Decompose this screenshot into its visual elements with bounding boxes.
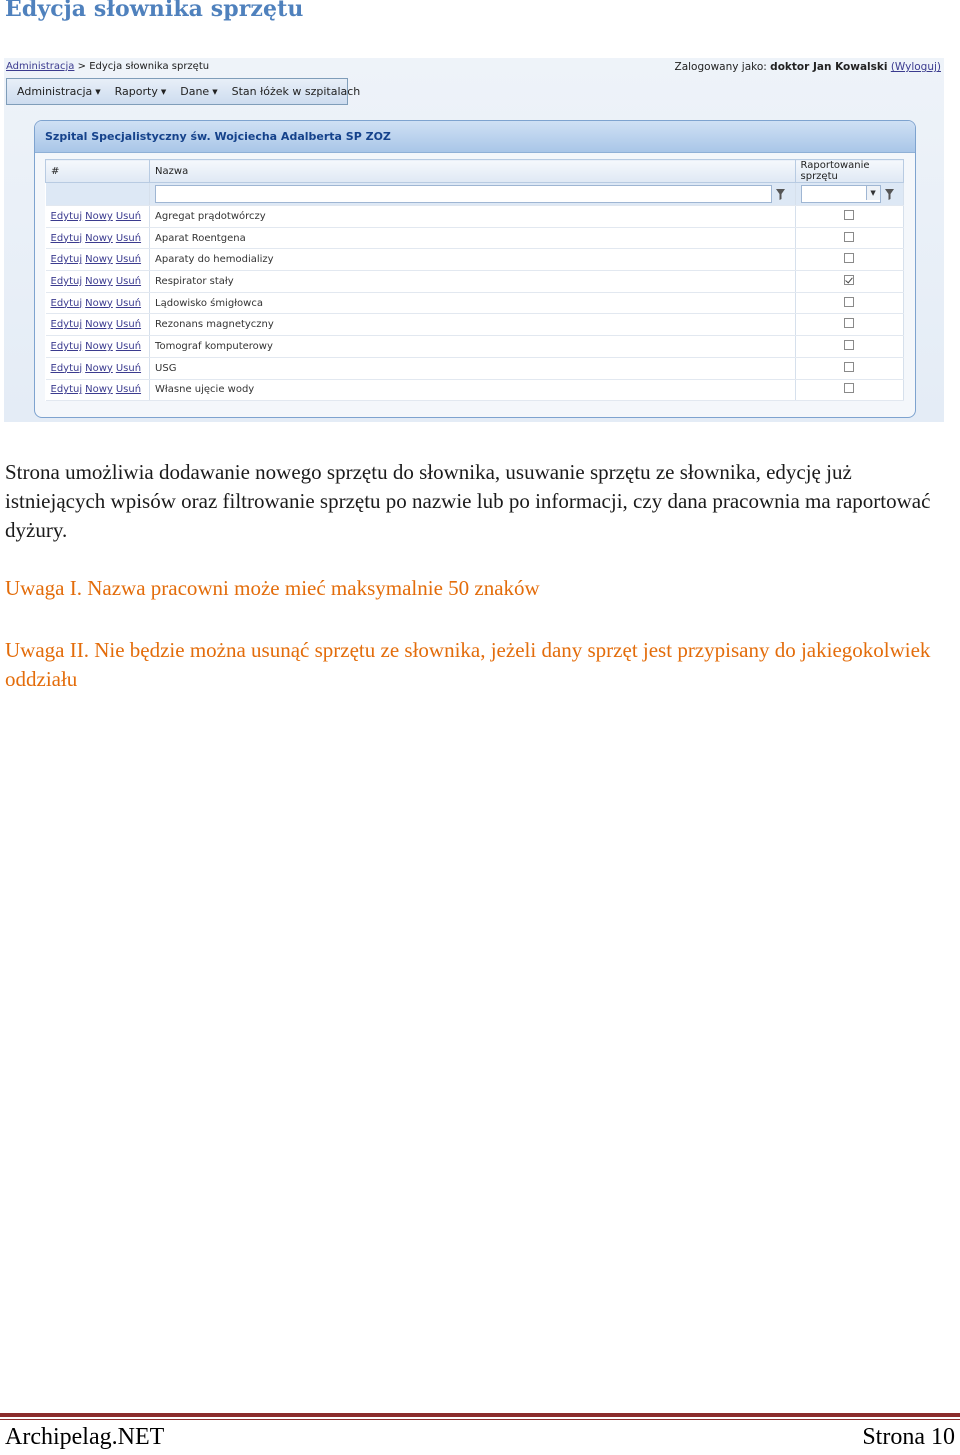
reporting-cell <box>795 314 903 336</box>
row-actions-cell <box>46 271 150 293</box>
table-row <box>46 336 904 358</box>
app-screenshot <box>4 58 944 422</box>
reporting-checkbox[interactable] <box>844 210 854 220</box>
menu-dane[interactable] <box>180 85 217 98</box>
login-info <box>675 61 941 73</box>
column-header-reporting[interactable]: Raportowanie sprzętu <box>795 160 903 183</box>
footer-rule <box>0 1413 960 1417</box>
reporting-cell <box>795 227 903 249</box>
reporting-checkbox[interactable] <box>844 362 854 372</box>
equipment-name-cell: Rezonans magnetyczny <box>150 314 795 336</box>
equipment-grid <box>45 159 904 401</box>
row-actions-cell <box>46 357 150 379</box>
reporting-checkbox[interactable] <box>844 383 854 393</box>
table-row <box>46 379 904 401</box>
new-link[interactable]: Nowy <box>85 297 113 309</box>
new-link[interactable]: Nowy <box>85 340 113 352</box>
table-row <box>46 227 904 249</box>
reporting-checkbox[interactable] <box>844 275 854 285</box>
filter-icon[interactable] <box>776 189 785 200</box>
delete-link[interactable]: Usuń <box>115 232 142 244</box>
edit-link[interactable]: Edytuj <box>50 384 83 396</box>
column-header-number[interactable]: # <box>46 160 150 183</box>
table-row <box>46 357 904 379</box>
new-link[interactable]: Nowy <box>85 275 113 287</box>
equipment-name-cell: Aparaty do hemodializy <box>150 249 795 271</box>
filter-name-cell <box>150 183 795 206</box>
row-actions-cell <box>46 292 150 314</box>
page-title: Edycja słownika sprzętu <box>5 0 304 22</box>
login-prefix: Zalogowany jako: <box>674 61 767 73</box>
reporting-checkbox[interactable] <box>844 340 854 350</box>
reporting-checkbox[interactable] <box>844 253 854 263</box>
filter-row <box>46 183 904 206</box>
filter-empty-cell <box>46 183 150 206</box>
delete-link[interactable]: Usuń <box>115 384 142 396</box>
row-actions-cell <box>46 227 150 249</box>
reporting-cell <box>795 357 903 379</box>
edit-link[interactable]: Edytuj <box>50 275 83 287</box>
logout-link[interactable]: (Wyloguj) <box>890 61 941 73</box>
column-header-name[interactable]: Nazwa <box>150 160 795 183</box>
footer-left: Archipelag.NET <box>5 1424 165 1450</box>
equipment-panel <box>34 120 916 418</box>
menu-label: Stan łóżek w szpitalach <box>231 85 361 98</box>
reporting-cell <box>795 249 903 271</box>
menu-label: Administracja <box>17 85 93 98</box>
delete-link[interactable]: Usuń <box>115 210 142 222</box>
filter-reporting-cell <box>795 183 903 206</box>
table-row <box>46 249 904 271</box>
note-1: Uwaga I. Nazwa pracowni może mieć maksymalnie 50 znaków <box>5 576 540 600</box>
delete-link[interactable]: Usuń <box>115 340 142 352</box>
menu-administracja[interactable] <box>17 85 101 98</box>
description-paragraph: Strona umożliwia dodawanie nowego sprzętu do słownika, usuwanie sprzętu ze słownika, edycję już istniejących wpisów oraz filtrowanie sprzętu po nazwie lub po informacji, czy dana pracownia ma raportować dyżury. <box>5 460 931 542</box>
note-2: Uwaga II. Nie będzie można usunąć sprzętu ze słownika, jeżeli dany sprzęt jest przypisany do jakiegokolwiek oddziału <box>5 638 931 691</box>
new-link[interactable]: Nowy <box>85 362 113 374</box>
new-link[interactable]: Nowy <box>85 232 113 244</box>
filter-icon[interactable] <box>885 189 894 200</box>
edit-link[interactable]: Edytuj <box>50 210 83 222</box>
equipment-name-cell: Aparat Roentgena <box>150 227 795 249</box>
table-row <box>46 271 904 293</box>
edit-link[interactable]: Edytuj <box>50 297 83 309</box>
delete-link[interactable]: Usuń <box>115 362 142 374</box>
row-actions-cell <box>46 379 150 401</box>
delete-link[interactable]: Usuń <box>115 297 142 309</box>
edit-link[interactable]: Edytuj <box>50 232 83 244</box>
row-actions-cell <box>46 206 150 228</box>
reporting-cell <box>795 336 903 358</box>
equipment-name-cell: Tomograf komputerowy <box>150 336 795 358</box>
new-link[interactable]: Nowy <box>85 384 113 396</box>
reporting-checkbox[interactable] <box>844 318 854 328</box>
reporting-cell <box>795 271 903 293</box>
delete-link[interactable]: Usuń <box>115 254 142 266</box>
main-menu <box>6 78 361 105</box>
equipment-name-cell: Respirator stały <box>150 271 795 293</box>
equipment-name-cell: USG <box>150 357 795 379</box>
breadcrumb <box>6 61 209 72</box>
reporting-filter-select[interactable] <box>801 185 881 203</box>
reporting-checkbox[interactable] <box>844 232 854 242</box>
row-actions-cell <box>46 336 150 358</box>
edit-link[interactable]: Edytuj <box>50 340 83 352</box>
new-link[interactable]: Nowy <box>85 319 113 331</box>
chevron-down-icon: ▼ <box>212 88 218 96</box>
equipment-name-cell: Własne ujęcie wody <box>150 379 795 401</box>
delete-link[interactable]: Usuń <box>115 319 142 331</box>
row-actions-cell <box>46 249 150 271</box>
edit-link[interactable]: Edytuj <box>50 254 83 266</box>
reporting-checkbox[interactable] <box>844 297 854 307</box>
breadcrumb-current: Edycja słownika sprzętu <box>89 61 210 72</box>
panel-title: Szpital Specjalistyczny św. Wojciecha Adalberta SP ZOZ <box>35 121 915 153</box>
equipment-name-cell: Agregat prądotwórczy <box>150 206 795 228</box>
login-user: doktor Jan Kowalski <box>770 61 888 73</box>
edit-link[interactable]: Edytuj <box>50 362 83 374</box>
table-row <box>46 206 904 228</box>
reporting-cell <box>795 379 903 401</box>
chevron-down-icon: ▼ <box>95 88 101 96</box>
reporting-cell <box>795 292 903 314</box>
name-filter-input[interactable] <box>155 185 772 203</box>
equipment-name-cell: Lądowisko śmigłowca <box>150 292 795 314</box>
breadcrumb-separator: > <box>77 61 87 72</box>
table-row <box>46 292 904 314</box>
chevron-down-icon: ▼ <box>160 88 167 96</box>
edit-link[interactable]: Edytuj <box>50 319 83 331</box>
new-link[interactable]: Nowy <box>85 210 113 222</box>
footer-page-number: Strona 10 <box>862 1424 955 1450</box>
breadcrumb-root-link[interactable]: Administracja <box>6 61 75 72</box>
new-link[interactable]: Nowy <box>85 254 113 266</box>
menu-raporty[interactable] <box>115 85 167 98</box>
table-row <box>46 314 904 336</box>
menu-label: Raporty <box>114 85 158 98</box>
chevron-down-icon[interactable]: ▼ <box>866 186 880 200</box>
menu-stan-lozek[interactable] <box>232 85 361 98</box>
delete-link[interactable]: Usuń <box>115 275 142 287</box>
reporting-cell <box>795 206 903 228</box>
row-actions-cell <box>46 314 150 336</box>
menu-label: Dane <box>180 85 210 98</box>
footer-rule-thin <box>0 1419 960 1420</box>
